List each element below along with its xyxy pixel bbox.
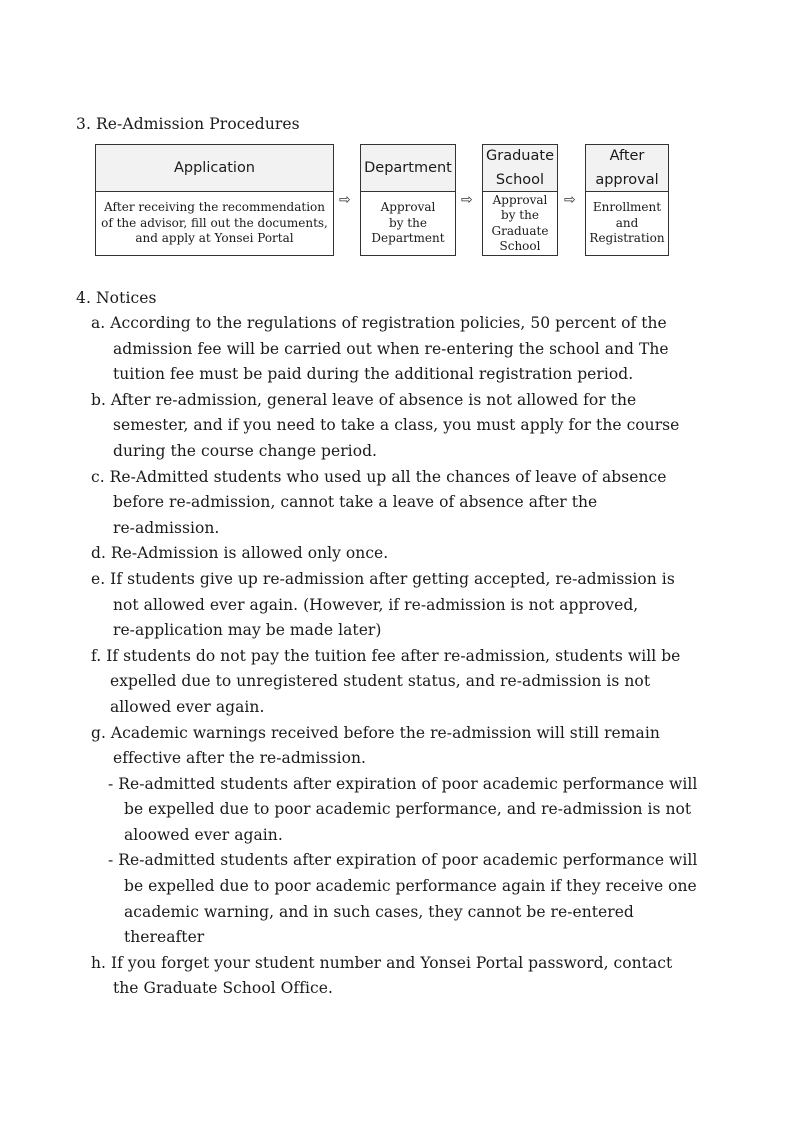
notice-line: f. If students do not pay the tuition fee after re-admission, students will be bbox=[91, 646, 681, 665]
notice-line: admission fee will be carried out when re-entering the school and The bbox=[113, 339, 669, 358]
flow-step-application bbox=[95, 144, 334, 256]
notice-g-sub-2 bbox=[0, 848, 793, 950]
notice-line: - Re-admitted students after expiration of poor academic performance will bbox=[108, 774, 698, 793]
notice-line: re-admission. bbox=[113, 518, 220, 537]
notice-line: be expelled due to poor academic performance again if they receive one bbox=[124, 877, 697, 896]
notice-line: effective after the re-admission. bbox=[113, 749, 366, 768]
notice-line: expelled due to unregistered student status, and re-admission is not bbox=[110, 672, 651, 691]
notice-f bbox=[0, 644, 793, 721]
notice-line: e. If students give up re-admission after getting accepted, re-admission is bbox=[91, 569, 675, 588]
notice-line: not allowed ever again. (However, if re-admission is not approved, bbox=[113, 595, 639, 614]
notice-line: aloowed ever again. bbox=[124, 825, 283, 844]
flow-arrow-icon: ⇨ bbox=[564, 192, 576, 208]
notice-line: before re-admission, cannot take a leave of absence after the bbox=[113, 493, 598, 512]
notice-e bbox=[0, 567, 793, 644]
notice-line: re-application may be made later) bbox=[113, 621, 382, 640]
notice-line: g. Academic warnings received before the re-admission will still remain bbox=[91, 723, 660, 742]
flow-step-department-body: Approval by the Department bbox=[371, 200, 445, 246]
notice-line: the Graduate School Office. bbox=[113, 979, 333, 998]
section-4-title: 4. Notices bbox=[76, 289, 157, 307]
flow-step-after-approval-head bbox=[586, 145, 668, 192]
flow-step-graduate-school-body: Approval by the Graduate School bbox=[491, 192, 549, 253]
notice-line: academic warning, and in such cases, they cannot be re-entered bbox=[124, 902, 634, 921]
section-3-title: 3. Re-Admission Procedures bbox=[76, 115, 300, 133]
notice-line: tuition fee must be paid during the additional registration period. bbox=[113, 365, 634, 384]
notice-b bbox=[0, 388, 793, 465]
notice-a bbox=[0, 311, 793, 388]
flow-arrow-icon: ⇨ bbox=[461, 192, 473, 208]
notice-d bbox=[0, 541, 793, 567]
notice-line: h. If you forget your student number and Yonsei Portal password, contact bbox=[91, 953, 673, 972]
flow-step-department-head bbox=[361, 145, 455, 192]
notice-h bbox=[0, 951, 793, 1002]
notices-list bbox=[0, 311, 793, 1002]
notice-line: allowed ever again. bbox=[110, 697, 265, 716]
notice-line: thereafter bbox=[124, 928, 205, 947]
flow-step-graduate-school bbox=[482, 144, 558, 256]
notice-line: be expelled due to poor academic performance, and re-admission is not bbox=[124, 800, 692, 819]
flow-arrow-icon: ⇨ bbox=[339, 192, 351, 208]
notice-line: during the course change period. bbox=[113, 441, 378, 460]
notice-c bbox=[0, 465, 793, 542]
notice-line: b. After re-admission, general leave of absence is not allowed for the bbox=[91, 390, 637, 409]
notice-line: semester, and if you need to take a class, you must apply for the course bbox=[113, 416, 680, 435]
flow-step-department-title: Department bbox=[364, 160, 452, 176]
notice-g bbox=[0, 721, 793, 772]
notice-g-sub-1 bbox=[0, 772, 793, 849]
flow-step-graduate-school-head bbox=[483, 145, 557, 192]
notice-line: - Re-admitted students after expiration of poor academic performance will bbox=[108, 851, 698, 870]
flow-step-after-approval bbox=[585, 144, 669, 256]
notice-line: c. Re-Admitted students who used up all the chances of leave of absence bbox=[91, 467, 667, 486]
flow-step-after-approval-body: Enrollment and Registration bbox=[589, 200, 665, 246]
flow-step-department bbox=[360, 144, 456, 256]
notice-line: d. Re-Admission is allowed only once. bbox=[91, 544, 389, 563]
flow-step-application-title: Application bbox=[173, 160, 256, 176]
flow-step-application-head bbox=[96, 145, 333, 192]
flow-step-graduate-school-title: Graduate School bbox=[486, 148, 554, 188]
notice-line: a. According to the regulations of registration policies, 50 percent of the bbox=[91, 314, 667, 332]
flow-step-after-approval-title: After approval bbox=[595, 148, 659, 188]
flow-step-application-body: After receiving the recommendation of the advisor, fill out the documents, and apply at Yonsei Portal bbox=[101, 200, 328, 246]
